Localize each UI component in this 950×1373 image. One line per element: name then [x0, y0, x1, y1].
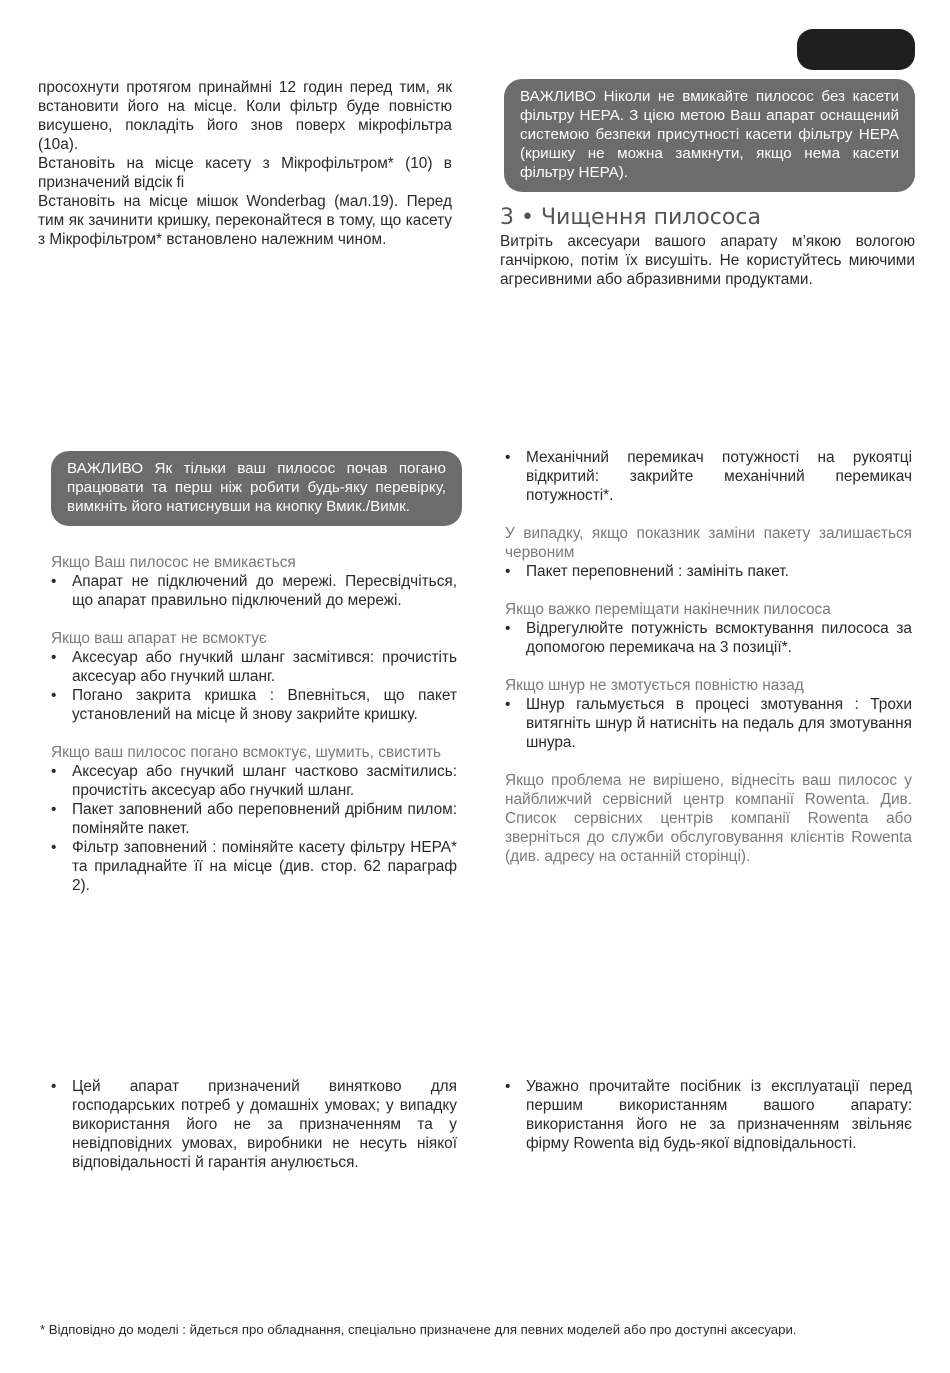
paragraph: Встановіть на місце касету з Мікрофільтром* (10) в призначений відсік fi [38, 155, 452, 191]
bullet-list [51, 1077, 457, 1172]
section-title: Якщо важко переміщати накінечник пилососа [505, 601, 831, 618]
closing-paragraph: Якщо проблема не вирішено, віднесіть ваш пилосос у найближчий сервісний центр компанії Rowenta. Див. Список сервісних центрів компанії Rowenta або зверніться до служби обслуговування клієнтів Rowenta (див. адресу на останній сторінці). [505, 772, 912, 865]
list-item: • Відрегулюйте потужність всмоктування пилососа за допомогою перемикача на 3 позиції*. [505, 619, 912, 657]
paragraph: Встановіть на місце мішок Wonderbag (мал.19). Перед тим як зачинити кришку, переконайтеся в тому, що касету з Мікрофільтром* встановлено належним чином. [38, 193, 452, 248]
list-item: • Цей апарат призначений винятково для господарських потреб у домашніх умовах; у випадку використання його не за призначенням та у невідповідних умовах, виробники не несуть ніякої відповідальності й гарантія анулюється. [51, 1077, 457, 1172]
section-heading-cleaning: 3 • Чищення пилососа [500, 205, 761, 230]
footnote: * Відповідно до моделі : йдеться про обладнання, спеціально призначене для певних моделей або про доступні аксесуари. [40, 1322, 797, 1337]
bullet-list [505, 1077, 912, 1153]
bullet-list [505, 562, 912, 581]
bullet-list [51, 762, 457, 895]
list-item: • Механічний перемикач потужності на рукоятці відкритий: закрийте механічний перемикач потужності*. [505, 448, 912, 505]
section-title: Якщо Ваш пилосос не вмикається [51, 554, 296, 571]
list-item: • Шнур гальмується в процесі змотування : Трохи витягніть шнур й натисніть на педаль для змотування шнура. [505, 695, 912, 752]
bullet-list [51, 572, 457, 610]
list-item: • Погано закрита кришка : Впевніться, що пакет установлений на місце й знову закрийте кришку. [51, 686, 457, 724]
section-title: Якщо ваш апарат не всмоктує [51, 630, 267, 647]
troubleshooting-left [51, 553, 457, 895]
list-item: • Пакет заповнений або переповнений дрібним пилом: поміняйте пакет. [51, 800, 457, 838]
important-note-hepa: ВАЖЛИВО Ніколи не вмикайте пилосос без касети фільтру HEPA. З цією метою Ваш апарат оснащений системою безпеки присутності касети фільтру HEPA (кришку не можна замкнути, якщо нема касети фільтру HEPA). [504, 79, 915, 192]
warranty-note [51, 1077, 457, 1172]
bullet-list [505, 695, 912, 752]
important-note-switch-off: ВАЖЛИВО Як тільки ваш пилосос почав погано працювати та перш ніж робити будь-яку перевірку, вимкніть його натиснувши на кнопку Вмик./Вимк. [51, 451, 462, 526]
section-title: Якщо ваш пилосос погано всмоктує, шумить, свистить [51, 744, 442, 761]
top-left-text [38, 78, 452, 249]
manual-note [505, 1077, 912, 1153]
list-item: • Апарат не підключений до мережі. Пересвідчіться, що апарат правильно підключений до мережі. [51, 572, 457, 610]
bullet-list [51, 648, 457, 724]
section-title: У випадку, якщо показник заміни пакету залишається червоним [505, 525, 912, 561]
bullet-list [505, 448, 912, 505]
list-item: • Уважно прочитайте посібник із експлуатації перед першим використанням вашого апарату: використання його не за призначенням звільняє фірму Rowenta від будь-якої відповідальності. [505, 1077, 912, 1153]
bullet-list [505, 619, 912, 657]
paragraph: просохнути протягом принаймні 12 годин перед тим, як встановити його на місце. Коли фільтр буде повністю висушено, покладіть його знов поверх мікрофільтра (10a). [38, 79, 452, 153]
list-item: • Фільтр заповнений : поміняйте касету фільтру HEPA* та приладнайте її на місце (див. стор. 62 параграф 2). [51, 838, 457, 895]
language-tab [797, 29, 915, 70]
troubleshooting-right [505, 448, 912, 866]
cleaning-text: Витріть аксесуари вашого апарату м’якою вологою ганчіркою, потім їх висушіть. Не користуйтесь миючими агресивними або абразивними продуктами. [500, 233, 915, 288]
list-item: • Аксесуар або гнучкий шланг засмітився: прочистіть аксесуар або гнучкий шланг. [51, 648, 457, 686]
list-item: • Аксесуар або гнучкий шланг частково засмітились: прочистіть аксесуар або гнучкий шланг. [51, 762, 457, 800]
section-title: Якщо шнур не змотується повністю назад [505, 677, 804, 694]
list-item: • Пакет переповнений : замініть пакет. [505, 562, 912, 581]
